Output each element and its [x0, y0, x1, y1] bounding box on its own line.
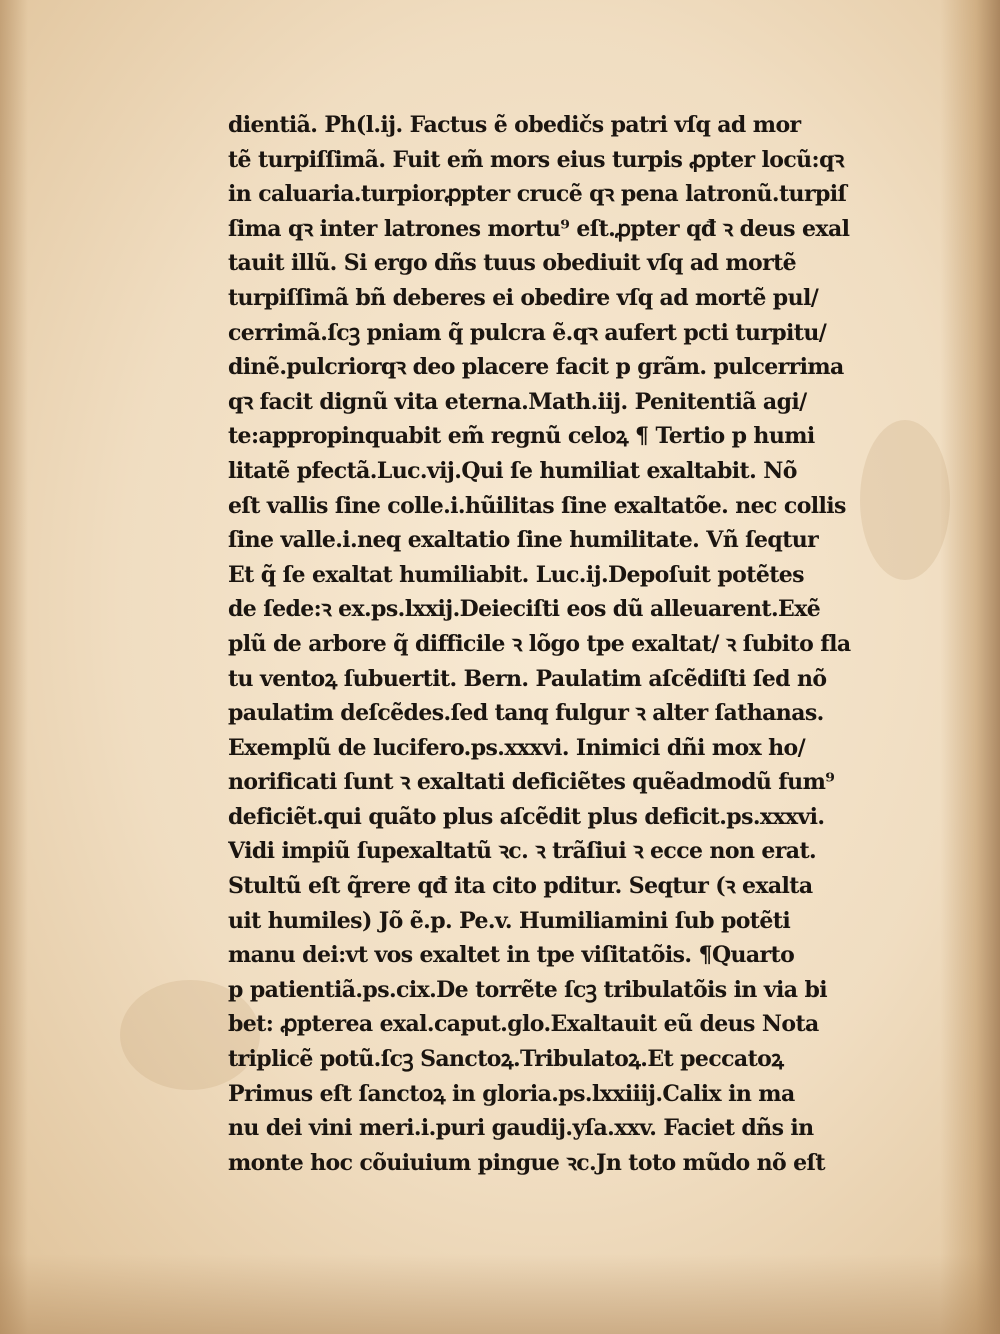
text-line: deficiẽt.qui quãto plus aſcẽdit plus deficit.ps.xxxvi. — [228, 803, 825, 830]
text-line: bet: ꝓpterea exal.caput.glo.Exaltauit eũ deus Nota — [228, 1011, 819, 1038]
text-line: monte hoc cõuiuium pingue ꝛc.Jn toto mũdo nõ eſt — [228, 1149, 825, 1176]
text-line: tẽ turpiſſimã. Fuit em̃ mors eius turpis ꝓpter locũ:qꝛ — [228, 146, 844, 173]
text-line: plũ de arbore q̃ difficile ꝛ lõgo tpe exaltat/ ꝛ ſubito fla — [228, 630, 851, 657]
text-line: paulatim deſcẽdes.ſed tanq fulgur ꝛ alter ſathanas. — [228, 700, 824, 727]
text-line: de ſede:ꝛ ex.ps.lxxij.Deieciſti eos dũ alleuarent.Exẽ — [228, 596, 821, 623]
text-line: dientiã. Ph(l.ij. Factus ẽ obedičs patri vſq ad mor — [228, 112, 801, 138]
page-left-shadow — [0, 0, 28, 1334]
text-line: litatẽ pfectã.Luc.vij.Qui ſe humiliat exaltabit. Nõ — [228, 457, 797, 484]
text-line: in caluaria.turpiorꝓpter crucẽ qꝛ pena latronũ.turpiſ — [228, 181, 847, 208]
text-line: qꝛ facit dignũ vita eterna.Math.iij. Penitentiã agi/ — [228, 388, 807, 415]
text-line: norificati ſunt ꝛ exaltati deficiẽtes quẽadmodũ fum⁹ — [228, 769, 835, 796]
text-line: turpiſſimã bñ deberes ei obedire vſq ad mortẽ pul/ — [228, 284, 819, 311]
text-line: manu dei:vt vos exaltet in tpe viſitatõis. ¶Quarto — [228, 942, 795, 969]
text-line: tauit illũ. Si ergo dñs tuus obediuit vſq ad mortẽ — [228, 250, 797, 277]
text-line: Stultũ eſt q̃rere qđ ita cito pditur. Seqtur (ꝛ exalta — [228, 873, 813, 900]
text-line: Et q̃ ſe exaltat humiliabit. Luc.ij.Depoſuit potẽtes — [228, 561, 804, 588]
text-line: ſima qꝛ inter latrones mortu⁹ eſt.ꝓpter qđ ꝛ deus exal — [228, 215, 850, 242]
text-line: uit humiles) Jõ ẽ.p. Pe.v. Humiliamini ſub potẽti — [228, 907, 791, 934]
text-line: Primus eſt ſanctoꝝ in gloria.ps.lxxiiij.Calix in ma — [228, 1080, 795, 1107]
text-line: eſt vallis ſine colle.i.hũilitas ſine exaltatõe. nec collis — [228, 492, 846, 519]
page-right-shadow — [940, 0, 1000, 1334]
text-line: nu dei vini meri.i.puri gaudij.yſa.xxv. Faciet dñs in — [228, 1115, 814, 1142]
text-line: te:appropinquabit em̃ regnũ celoꝝ ¶ Tertio p humi — [228, 423, 815, 450]
text-line: cerrimã.ſcꝫ pniam q̃ pulcra ẽ.qꝛ aufert pcti turpitu/ — [228, 319, 827, 346]
incunable-text-block — [228, 108, 878, 1180]
page-bottom-shadow — [0, 1254, 1000, 1334]
text-line: p patientiã.ps.cix.De torrẽte ſcꝫ tribulatõis in via bi — [228, 976, 828, 1003]
text-line: ſine valle.i.neq exaltatio ſine humilitate. Vñ ſeqtur — [228, 527, 819, 554]
text-line: triplicẽ potũ.ſcꝫ Sanctoꝝ.Tribulatoꝝ.Et peccatoꝝ — [228, 1046, 784, 1073]
text-line: dinẽ.pulcriorqꝛ deo placere facit p grãm. pulcerrima — [228, 354, 844, 381]
text-line: Vidi impiũ ſupexaltatũ ꝛc. ꝛ trãſiui ꝛ ecce non erat. — [228, 838, 817, 865]
text-line: Exemplũ de lucifero.ps.xxxvi. Inimici dñi mox ho/ — [228, 734, 806, 761]
text-line: tu ventoꝝ ſubuertit. Bern. Paulatim aſcẽdiſti ſed nõ — [228, 665, 827, 692]
